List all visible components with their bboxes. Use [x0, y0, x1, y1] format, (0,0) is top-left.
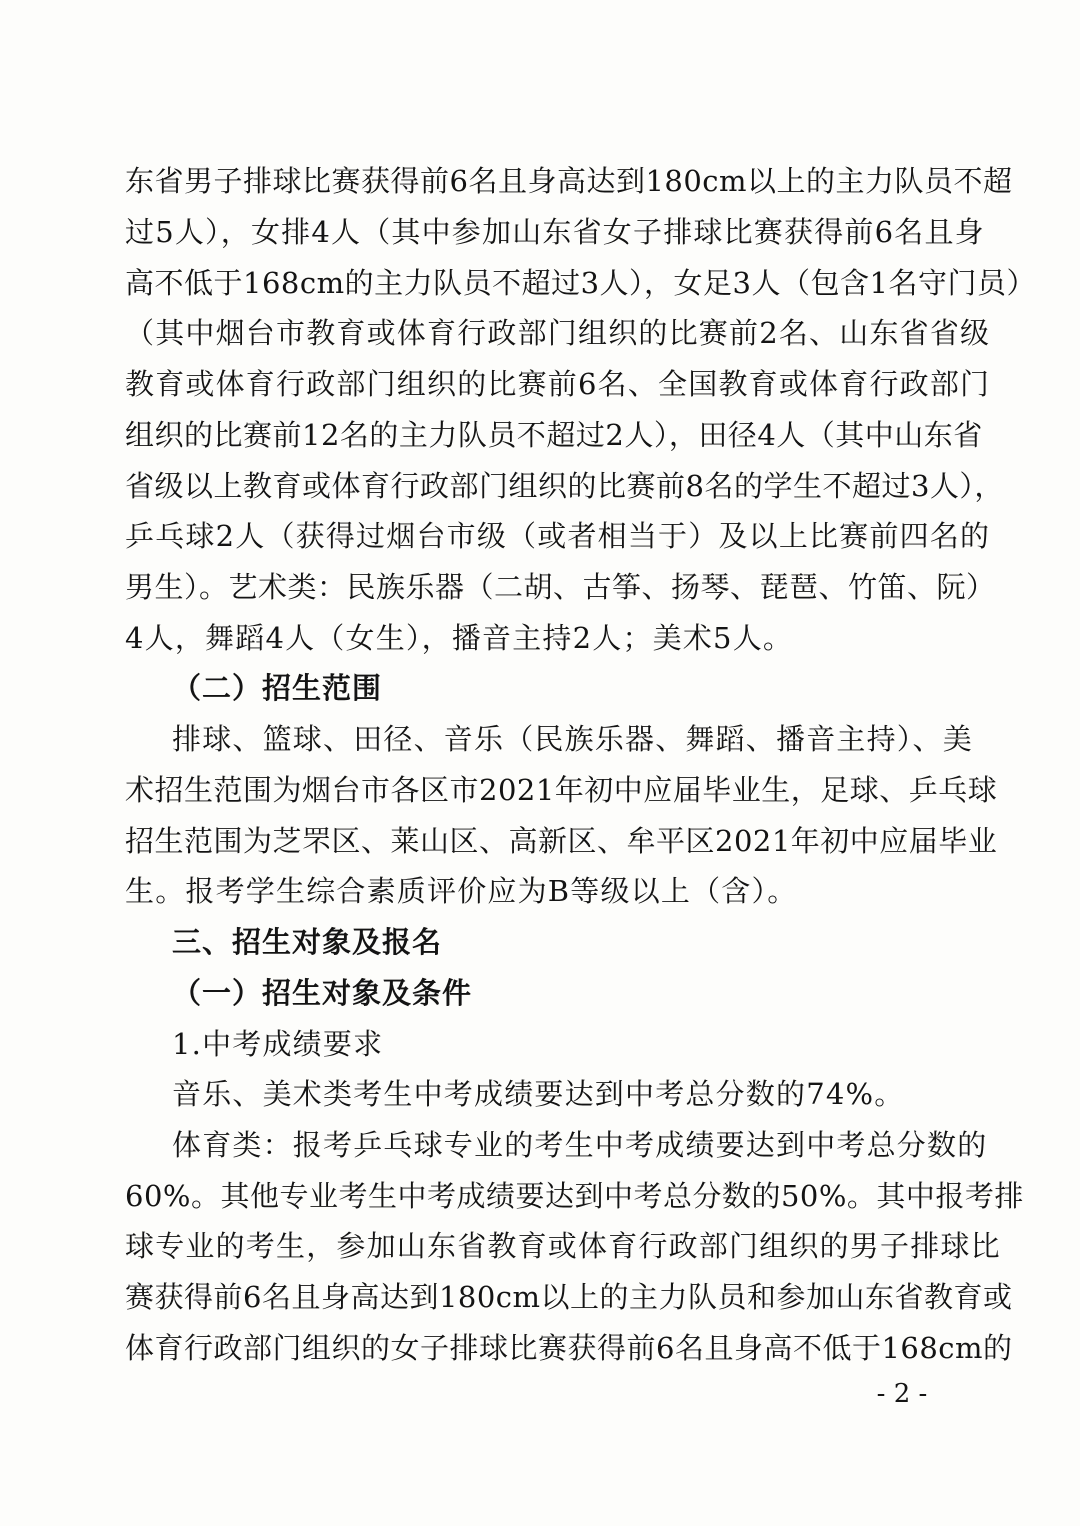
text-line: 教育或体育行政部门组织的比赛前6名、全国教育或体育行政部门 — [125, 367, 991, 401]
numbered-heading: 1.中考成绩要求 — [172, 1027, 384, 1061]
main-heading: 三、招生对象及报名 — [172, 925, 443, 959]
text-line: 东省男子排球比赛获得前6名且身高达到180cm以上的主力队员不超 — [125, 164, 1013, 198]
text-line: 赛获得前6名且身高达到180cm以上的主力队员和参加山东省教育或 — [125, 1280, 1013, 1314]
page-number: - 2 - — [876, 1379, 928, 1409]
text-line: 生。报考学生综合素质评价应为B等级以上（含）。 — [125, 874, 798, 908]
text-line: 男生）。艺术类：民族乐器（二胡、古筝、扬琴、琵琶、竹笛、阮） — [125, 570, 996, 604]
text-line: 术招生范围为烟台市各区市2021年初中应届毕业生，足球、乒乓球 — [125, 773, 998, 807]
subsection-heading: （一）招生对象及条件 — [172, 976, 473, 1010]
text-line: 招生范围为芝罘区、莱山区、高新区、牟平区2021年初中应届毕业 — [125, 824, 998, 858]
text-line: 组织的比赛前12名的主力队员不超过2人），田径4人（其中山东省 — [125, 418, 983, 452]
text-line: 60%。其他专业考生中考成绩要达到中考总分数的50%。其中报考排 — [125, 1179, 1024, 1213]
text-line: 球专业的考生，参加山东省教育或体育行政部门组织的男子排球比 — [125, 1229, 1001, 1263]
paragraph-first-line: 排球、篮球、田径、音乐（民族乐器、舞蹈、播音主持）、美 — [172, 722, 973, 756]
text-line: 体育行政部门组织的女子排球比赛获得前6名且身高不低于168cm的 — [125, 1331, 1013, 1365]
section-heading: （二）招生范围 — [172, 671, 383, 705]
text-line: 乒乓球2人（获得过烟台市级（或者相当于）及以上比赛前四名的 — [125, 519, 991, 553]
text-line: 高不低于168cm的主力队员不超过3人），女足3人（包含1名守门员） — [125, 266, 1036, 300]
text-line: 过5人），女排4人（其中参加山东省女子排球比赛获得前6名且身 — [125, 215, 985, 249]
paragraph-first-line: 体育类：报考乒乓球专业的考生中考成绩要达到中考总分数的 — [172, 1128, 988, 1162]
paragraph-first-line: 音乐、美术类考生中考成绩要达到中考总分数的74%。 — [172, 1077, 905, 1111]
text-line: 省级以上教育或体育行政部门组织的比赛前8名的学生不超过3人）， — [125, 469, 1004, 503]
text-line: 4人，舞蹈4人（女生），播音主持2人；美术5人。 — [125, 621, 794, 655]
text-line: （其中烟台市教育或体育行政部门组织的比赛前2名、山东省省级 — [125, 316, 991, 350]
